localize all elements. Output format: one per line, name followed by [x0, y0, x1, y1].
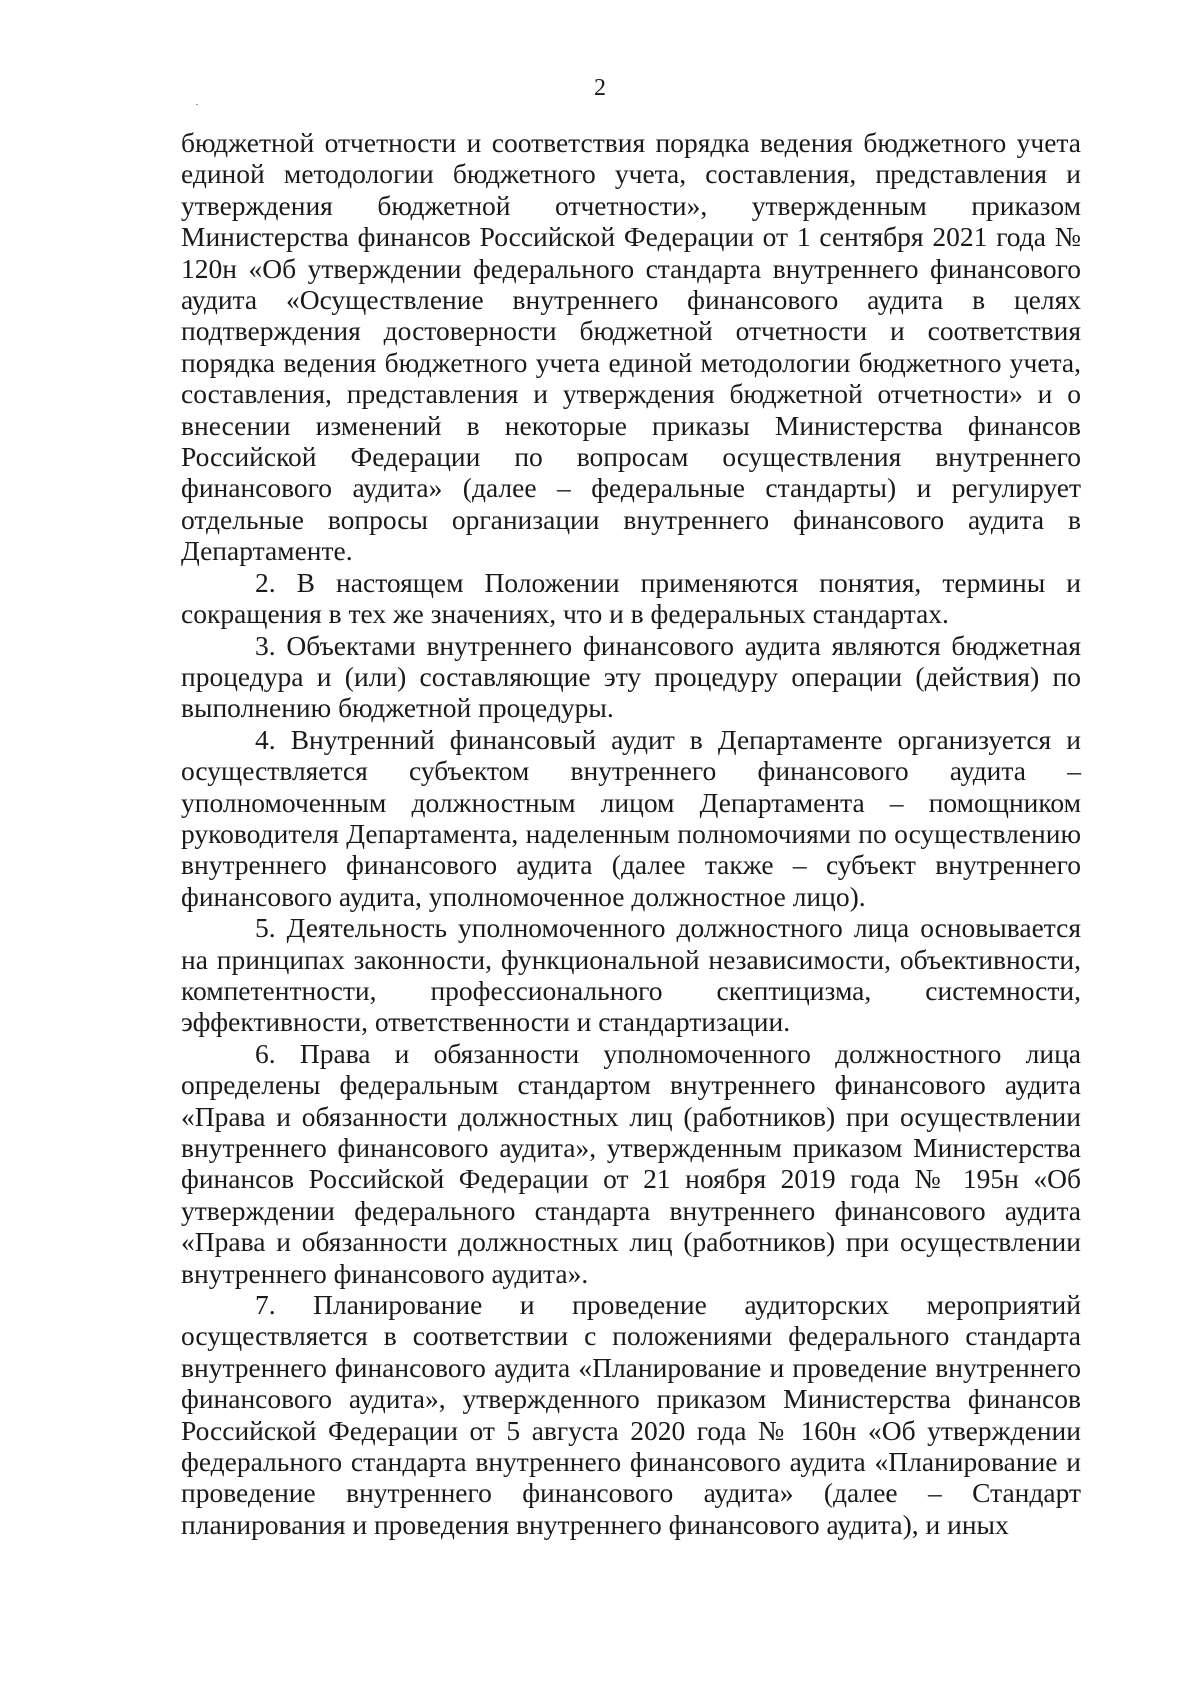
document-body: [181, 127, 1081, 1540]
scan-speck: [196, 104, 198, 105]
paragraph-7: 7. Планирование и проведение аудиторских мероприятий осуществляется в соответствии с положениями федерального стандарта внутреннего финансового аудита «Планирование и проведение внутреннего финансового аудита», утвержденного приказом Министерства финансов Российской Федерации от 5 августа 2020 года № 160н «Об утверждении федерального стандарта внутреннего финансового аудита «Планирование и проведение внутреннего финансового аудита» (далее – Стандарт планирования и проведения внутреннего финансового аудита), и иных: [181, 1289, 1081, 1540]
paragraph-3: 3. Объектами внутреннего финансового аудита являются бюджетная процедура и (или) составляющие эту процедуру операции (действия) по выполнению бюджетной процедуры.: [181, 629, 1081, 724]
paragraph-2: 2. В настоящем Положении применяются понятия, термины и сокращения в тех же значениях, что и в федеральных стандартах.: [181, 566, 1081, 630]
page-number: 2: [594, 75, 606, 101]
paragraph-5: 5. Деятельность уполномоченного должностного лица основывается на принципах законности, функциональной независимости, объективности, компетентности, профессионального скептицизма, системности, эффективности, ответственности и стандартизации.: [181, 912, 1081, 1038]
paragraph-continuation: бюджетной отчетности и соответствия порядка ведения бюджетного учета единой методологии бюджетного учета, составления, представления и утверждения бюджетной отчетности», утвержденным приказом Министерства финансов Российской Федерации от 1 сентября 2021 года № 120н «Об утверждении федерального стандарта внутреннего финансового аудита «Осуществление внутреннего финансового аудита в целях подтверждения достоверности бюджетной отчетности и соответствия порядка ведения бюджетного учета единой методологии бюджетного учета, составления, представления и утверждения бюджетной отчетности» и о внесении изменений в некоторые приказы Министерства финансов Российской Федерации по вопросам осуществления внутреннего финансового аудита» (далее – федеральные стандарты) и регулирует отдельные вопросы организации внутреннего финансового аудита в Департаменте.: [181, 127, 1081, 567]
paragraph-6: 6. Права и обязанности уполномоченного должностного лица определены федеральным стандартом внутреннего финансового аудита «Права и обязанности должностных лиц (работников) при осуществлении внутреннего финансового аудита», утвержденным приказом Министерства финансов Российской Федерации от 21 ноября 2019 года № 195н «Об утверждении федерального стандарта внутреннего финансового аудита «Права и обязанности должностных лиц (работников) при осуществлении внутреннего финансового аудита».: [181, 1037, 1081, 1289]
paragraph-4: 4. Внутренний финансовый аудит в Департаменте организуется и осуществляется субъектом внутреннего финансового аудита – уполномоченным должностным лицом Департамента – помощником руководителя Департамента, наделенным полномочиями по осуществлению внутреннего финансового аудита (далее также – субъект внутреннего финансового аудита, уполномоченное должностное лицо).: [181, 723, 1081, 912]
